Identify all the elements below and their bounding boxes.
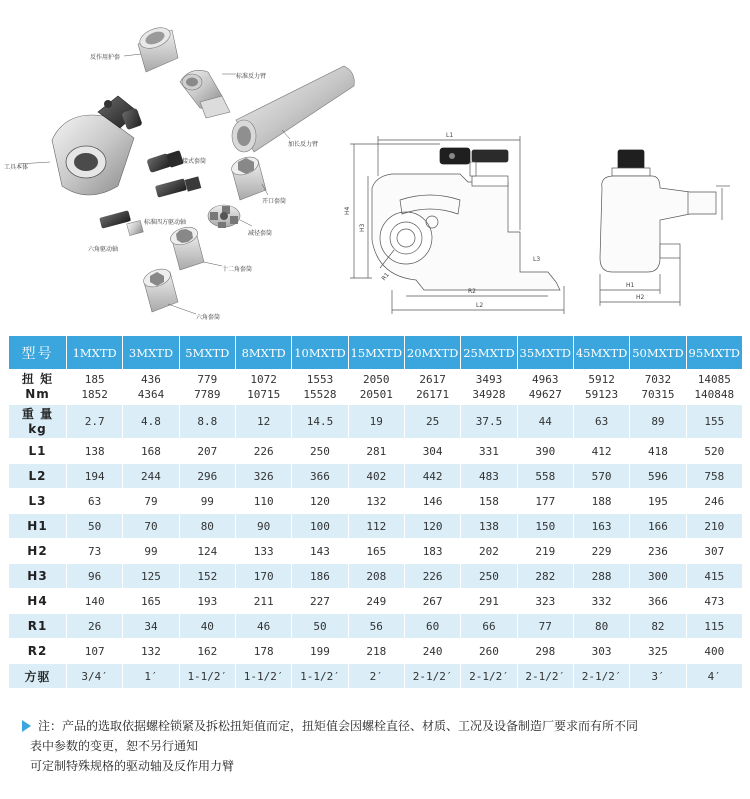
table-cell: 2′ bbox=[348, 664, 404, 689]
dim-label-H3: H3 bbox=[359, 223, 366, 232]
table-cell: 558 bbox=[517, 464, 573, 489]
callout-extended-arm: 加长反力臂 bbox=[288, 141, 319, 148]
table-cell bbox=[292, 370, 348, 405]
table-cell bbox=[235, 370, 291, 405]
table-row bbox=[9, 564, 743, 589]
table-cell: 211 bbox=[235, 589, 291, 614]
table-cell: 296 bbox=[179, 464, 235, 489]
model-header: 25MXTD bbox=[461, 336, 517, 370]
table-cell: 163 bbox=[573, 514, 629, 539]
table-cell: 402 bbox=[348, 464, 404, 489]
table-cell: 366 bbox=[292, 464, 348, 489]
table-row bbox=[9, 664, 743, 689]
row-label-top: 重 量 bbox=[21, 406, 54, 421]
table-cell: 77 bbox=[517, 614, 573, 639]
table-cell: 100 bbox=[292, 514, 348, 539]
table-cell: 66 bbox=[461, 614, 517, 639]
table-cell: 56 bbox=[348, 614, 404, 639]
row-label: H1 bbox=[9, 514, 67, 539]
table-cell: 596 bbox=[630, 464, 686, 489]
table-cell: 143 bbox=[292, 539, 348, 564]
table-row bbox=[9, 539, 743, 564]
table-cell: 291 bbox=[461, 589, 517, 614]
callout-open-socket: 开口套筒 bbox=[262, 198, 287, 205]
table-row bbox=[9, 405, 743, 439]
cell-value-top: 14085 bbox=[697, 373, 731, 386]
table-cell: 2-1/2′ bbox=[461, 664, 517, 689]
row-label: R1 bbox=[9, 614, 67, 639]
table-cell: 138 bbox=[67, 439, 123, 464]
model-header: 35MXTD bbox=[517, 336, 573, 370]
callout-tool-body: 工具本体 bbox=[4, 164, 29, 171]
table-cell bbox=[179, 370, 235, 405]
table-cell: 210 bbox=[686, 514, 742, 539]
row-label-bottom: kg bbox=[28, 421, 47, 436]
cell-value-bottom: 49627 bbox=[528, 388, 562, 401]
table-cell bbox=[348, 370, 404, 405]
table-cell: 138 bbox=[461, 514, 517, 539]
table-cell: 520 bbox=[686, 439, 742, 464]
table-cell bbox=[517, 370, 573, 405]
table-cell: 418 bbox=[630, 439, 686, 464]
callout-reducer-socket: 减径套筒 bbox=[248, 230, 273, 237]
row-label: H2 bbox=[9, 539, 67, 564]
table-cell: 249 bbox=[348, 589, 404, 614]
model-header: 5MXTD bbox=[179, 336, 235, 370]
table-cell bbox=[67, 370, 123, 405]
table-cell: 120 bbox=[404, 514, 460, 539]
cell-value-bottom: 26171 bbox=[416, 388, 450, 401]
dim-label-L3: L3 bbox=[533, 256, 541, 263]
table-header-row bbox=[9, 336, 743, 370]
row-label: L3 bbox=[9, 489, 67, 514]
table-body bbox=[9, 370, 743, 689]
notes-section bbox=[22, 716, 742, 776]
cell-value-bottom: 70315 bbox=[641, 388, 675, 401]
specification-table bbox=[8, 335, 743, 689]
front-view-dimension-drawing bbox=[600, 150, 730, 306]
cell-value-top: 1072 bbox=[250, 373, 277, 386]
table-cell: 14.5 bbox=[292, 405, 348, 439]
table-corner-cell: 型号 bbox=[9, 336, 67, 370]
table-cell: 158 bbox=[461, 489, 517, 514]
table-cell bbox=[461, 370, 517, 405]
row-label: L2 bbox=[9, 464, 67, 489]
table-cell: 89 bbox=[630, 405, 686, 439]
cell-value-top: 7032 bbox=[644, 373, 672, 386]
table-row bbox=[9, 464, 743, 489]
row-label: H3 bbox=[9, 564, 67, 589]
reducer-socket-part bbox=[208, 205, 240, 228]
table-cell: 226 bbox=[404, 564, 460, 589]
table-cell: 1′ bbox=[123, 664, 179, 689]
cell-value-bottom: 4364 bbox=[137, 388, 165, 401]
table-cell: 390 bbox=[517, 439, 573, 464]
dim-label-L2: L2 bbox=[476, 302, 484, 309]
tool-body-part bbox=[52, 96, 143, 195]
table-cell: 260 bbox=[461, 639, 517, 664]
twelve-point-socket-part bbox=[168, 224, 204, 270]
table-cell: 199 bbox=[292, 639, 348, 664]
cell-value-bottom: 34928 bbox=[472, 388, 506, 401]
cell-value-top: 2050 bbox=[363, 373, 390, 386]
table-cell: 90 bbox=[235, 514, 291, 539]
table-cell: 120 bbox=[292, 489, 348, 514]
table-cell: 63 bbox=[67, 489, 123, 514]
std-drive-shaft-part bbox=[155, 176, 201, 197]
table-cell: 236 bbox=[630, 539, 686, 564]
table-cell: 40 bbox=[179, 614, 235, 639]
table-row bbox=[9, 639, 743, 664]
table-cell: 202 bbox=[461, 539, 517, 564]
table-cell: 34 bbox=[123, 614, 179, 639]
table-cell: 244 bbox=[123, 464, 179, 489]
table-cell: 226 bbox=[235, 439, 291, 464]
callout-direct-socket: 直接式套筒 bbox=[176, 158, 207, 165]
table-cell: 250 bbox=[292, 439, 348, 464]
table-cell: 473 bbox=[686, 589, 742, 614]
table-cell: 303 bbox=[573, 639, 629, 664]
model-header: 15MXTD bbox=[348, 336, 404, 370]
table-cell: 37.5 bbox=[461, 405, 517, 439]
table-cell: 246 bbox=[686, 489, 742, 514]
table-cell: 107 bbox=[67, 639, 123, 664]
table-row bbox=[9, 589, 743, 614]
table-cell: 177 bbox=[517, 489, 573, 514]
standard-arm-part bbox=[180, 70, 230, 118]
model-header: 3MXTD bbox=[123, 336, 179, 370]
note-line-2: 表中参数的变更，恕不另行通知 bbox=[30, 739, 199, 753]
technical-drawings bbox=[0, 0, 750, 330]
table-cell: 332 bbox=[573, 589, 629, 614]
table-cell: 170 bbox=[235, 564, 291, 589]
table-cell: 331 bbox=[461, 439, 517, 464]
cell-value-bottom: 140848 bbox=[694, 388, 735, 401]
cell-value-top: 779 bbox=[197, 373, 218, 386]
table-cell: 1-1/2′ bbox=[292, 664, 348, 689]
model-header: 50MXTD bbox=[630, 336, 686, 370]
callout-hex-drive-shaft: 六角驱动轴 bbox=[88, 246, 119, 253]
table-cell: 50 bbox=[67, 514, 123, 539]
table-cell: 3′ bbox=[630, 664, 686, 689]
table-cell: 1-1/2′ bbox=[179, 664, 235, 689]
table-cell bbox=[123, 370, 179, 405]
model-header: 10MXTD bbox=[292, 336, 348, 370]
table-cell: 12 bbox=[235, 405, 291, 439]
side-view-dimension-drawing bbox=[350, 136, 564, 314]
table-cell: 25 bbox=[404, 405, 460, 439]
table-cell: 133 bbox=[235, 539, 291, 564]
cell-value-bottom: 10715 bbox=[247, 388, 281, 401]
model-header: 8MXTD bbox=[235, 336, 291, 370]
table-cell: 304 bbox=[404, 439, 460, 464]
row-label: H4 bbox=[9, 589, 67, 614]
table-row bbox=[9, 489, 743, 514]
table-cell: 2-1/2′ bbox=[517, 664, 573, 689]
table-cell: 168 bbox=[123, 439, 179, 464]
table-cell: 183 bbox=[404, 539, 460, 564]
hex-drive-shaft-part bbox=[99, 210, 143, 235]
table-cell: 227 bbox=[292, 589, 348, 614]
table-row bbox=[9, 439, 743, 464]
table-cell: 82 bbox=[630, 614, 686, 639]
row-label: 方驱 bbox=[9, 664, 67, 689]
table-cell: 326 bbox=[235, 464, 291, 489]
table-cell: 44 bbox=[517, 405, 573, 439]
table-cell: 218 bbox=[348, 639, 404, 664]
dim-label-R1: R1 bbox=[380, 271, 391, 283]
table-cell bbox=[573, 370, 629, 405]
callout-hex-socket: 六角套筒 bbox=[196, 314, 221, 321]
table-cell: 80 bbox=[573, 614, 629, 639]
table-cell: 165 bbox=[348, 539, 404, 564]
table-cell: 115 bbox=[686, 614, 742, 639]
table-cell: 60 bbox=[404, 614, 460, 639]
hex-socket-part bbox=[141, 266, 178, 312]
table-cell: 483 bbox=[461, 464, 517, 489]
table-cell: 70 bbox=[123, 514, 179, 539]
cell-value-bottom: 7789 bbox=[194, 388, 221, 401]
table-cell bbox=[686, 370, 742, 405]
open-socket-part bbox=[229, 154, 266, 200]
table-cell: 79 bbox=[123, 489, 179, 514]
table-cell: 178 bbox=[235, 639, 291, 664]
table-cell: 570 bbox=[573, 464, 629, 489]
table-cell: 400 bbox=[686, 639, 742, 664]
cell-value-bottom: 59123 bbox=[585, 388, 619, 401]
table-cell: 132 bbox=[123, 639, 179, 664]
cell-value-top: 1553 bbox=[306, 373, 334, 386]
table-cell: 155 bbox=[686, 405, 742, 439]
table-cell: 415 bbox=[686, 564, 742, 589]
table-row bbox=[9, 370, 743, 405]
table-cell: 50 bbox=[292, 614, 348, 639]
cell-value-top: 3493 bbox=[475, 373, 503, 386]
table-cell: 219 bbox=[517, 539, 573, 564]
table-cell: 63 bbox=[573, 405, 629, 439]
cell-value-top: 4963 bbox=[532, 373, 559, 386]
table-cell: 166 bbox=[630, 514, 686, 539]
row-label: R2 bbox=[9, 639, 67, 664]
table-cell: 288 bbox=[573, 564, 629, 589]
table-cell: 140 bbox=[67, 589, 123, 614]
table-cell: 162 bbox=[179, 639, 235, 664]
exploded-view-illustration bbox=[0, 0, 750, 330]
table-cell: 412 bbox=[573, 439, 629, 464]
table-cell: 80 bbox=[179, 514, 235, 539]
table-cell: 758 bbox=[686, 464, 742, 489]
cell-value-top: 185 bbox=[84, 373, 105, 386]
table-cell: 2.7 bbox=[67, 405, 123, 439]
table-cell: 124 bbox=[179, 539, 235, 564]
table-cell: 2-1/2′ bbox=[404, 664, 460, 689]
callout-standard-arm: 标准反力臂 bbox=[236, 73, 267, 80]
table-cell: 267 bbox=[404, 589, 460, 614]
table-cell: 46 bbox=[235, 614, 291, 639]
model-header: 20MXTD bbox=[404, 336, 460, 370]
row-label bbox=[9, 405, 67, 439]
table-cell: 152 bbox=[179, 564, 235, 589]
table-cell: 150 bbox=[517, 514, 573, 539]
cell-value-top: 5912 bbox=[588, 373, 615, 386]
table-cell: 229 bbox=[573, 539, 629, 564]
table-cell: 208 bbox=[348, 564, 404, 589]
table-cell bbox=[630, 370, 686, 405]
cell-value-bottom: 20501 bbox=[359, 388, 393, 401]
table-cell: 240 bbox=[404, 639, 460, 664]
table-cell: 188 bbox=[573, 489, 629, 514]
table-cell: 99 bbox=[179, 489, 235, 514]
dim-label-H2: H2 bbox=[636, 294, 645, 301]
table-cell: 195 bbox=[630, 489, 686, 514]
table-cell: 300 bbox=[630, 564, 686, 589]
table-cell: 110 bbox=[235, 489, 291, 514]
table-cell: 193 bbox=[179, 589, 235, 614]
table-cell: 325 bbox=[630, 639, 686, 664]
table-cell: 307 bbox=[686, 539, 742, 564]
table-cell: 281 bbox=[348, 439, 404, 464]
reaction-cover-part bbox=[137, 24, 178, 72]
table-cell bbox=[404, 370, 460, 405]
note-line-3: 可定制特殊规格的驱动轴及反作用力臂 bbox=[30, 759, 235, 773]
cell-value-bottom: 1852 bbox=[81, 388, 108, 401]
table-cell: 112 bbox=[348, 514, 404, 539]
table-cell: 194 bbox=[67, 464, 123, 489]
cell-value-top: 436 bbox=[141, 373, 161, 386]
table-cell: 2-1/2′ bbox=[573, 664, 629, 689]
note-line-1: 注：产品的选取依据螺栓锁紧及拆松扭矩值而定，扭矩值会因螺栓直径、材质、工况及设备制造厂要求而有所不同 bbox=[38, 719, 639, 733]
row-label-top: 扭 矩 bbox=[21, 372, 54, 386]
table-cell: 207 bbox=[179, 439, 235, 464]
model-header: 95MXTD bbox=[686, 336, 742, 370]
model-header: 45MXTD bbox=[573, 336, 629, 370]
table-cell: 99 bbox=[123, 539, 179, 564]
table-row bbox=[9, 514, 743, 539]
callout-twelve-point-socket: 十二角套筒 bbox=[222, 266, 253, 273]
table-cell: 26 bbox=[67, 614, 123, 639]
table-cell: 96 bbox=[67, 564, 123, 589]
table-cell: 186 bbox=[292, 564, 348, 589]
cell-value-bottom: 15528 bbox=[303, 388, 337, 401]
table-cell: 73 bbox=[67, 539, 123, 564]
table-cell: 1-1/2′ bbox=[235, 664, 291, 689]
table-cell: 19 bbox=[348, 405, 404, 439]
table-cell: 165 bbox=[123, 589, 179, 614]
callout-std-drive-shaft: 标准四方驱动轴 bbox=[144, 219, 187, 226]
cell-value-top: 2617 bbox=[419, 373, 446, 386]
table-cell: 250 bbox=[461, 564, 517, 589]
triangle-bullet-icon bbox=[22, 720, 31, 732]
table-cell: 8.8 bbox=[179, 405, 235, 439]
row-label-bottom: Nm bbox=[25, 387, 50, 401]
table-cell: 3/4′ bbox=[67, 664, 123, 689]
callout-reaction-cover: 反作用护套 bbox=[90, 54, 121, 61]
table-cell: 298 bbox=[517, 639, 573, 664]
table-cell: 4.8 bbox=[123, 405, 179, 439]
model-header: 1MXTD bbox=[67, 336, 123, 370]
row-label bbox=[9, 370, 67, 405]
row-label: L1 bbox=[9, 439, 67, 464]
table-cell: 146 bbox=[404, 489, 460, 514]
table-cell: 4′ bbox=[686, 664, 742, 689]
dim-label-H4: H4 bbox=[344, 206, 351, 215]
table-cell: 323 bbox=[517, 589, 573, 614]
table-cell: 132 bbox=[348, 489, 404, 514]
table-cell: 366 bbox=[630, 589, 686, 614]
table-cell: 125 bbox=[123, 564, 179, 589]
table-cell: 282 bbox=[517, 564, 573, 589]
table-row bbox=[9, 614, 743, 639]
table-cell: 442 bbox=[404, 464, 460, 489]
dim-label-L1: L1 bbox=[446, 132, 454, 139]
dim-label-R2: R2 bbox=[468, 288, 476, 295]
dim-label-H1: H1 bbox=[626, 282, 635, 289]
